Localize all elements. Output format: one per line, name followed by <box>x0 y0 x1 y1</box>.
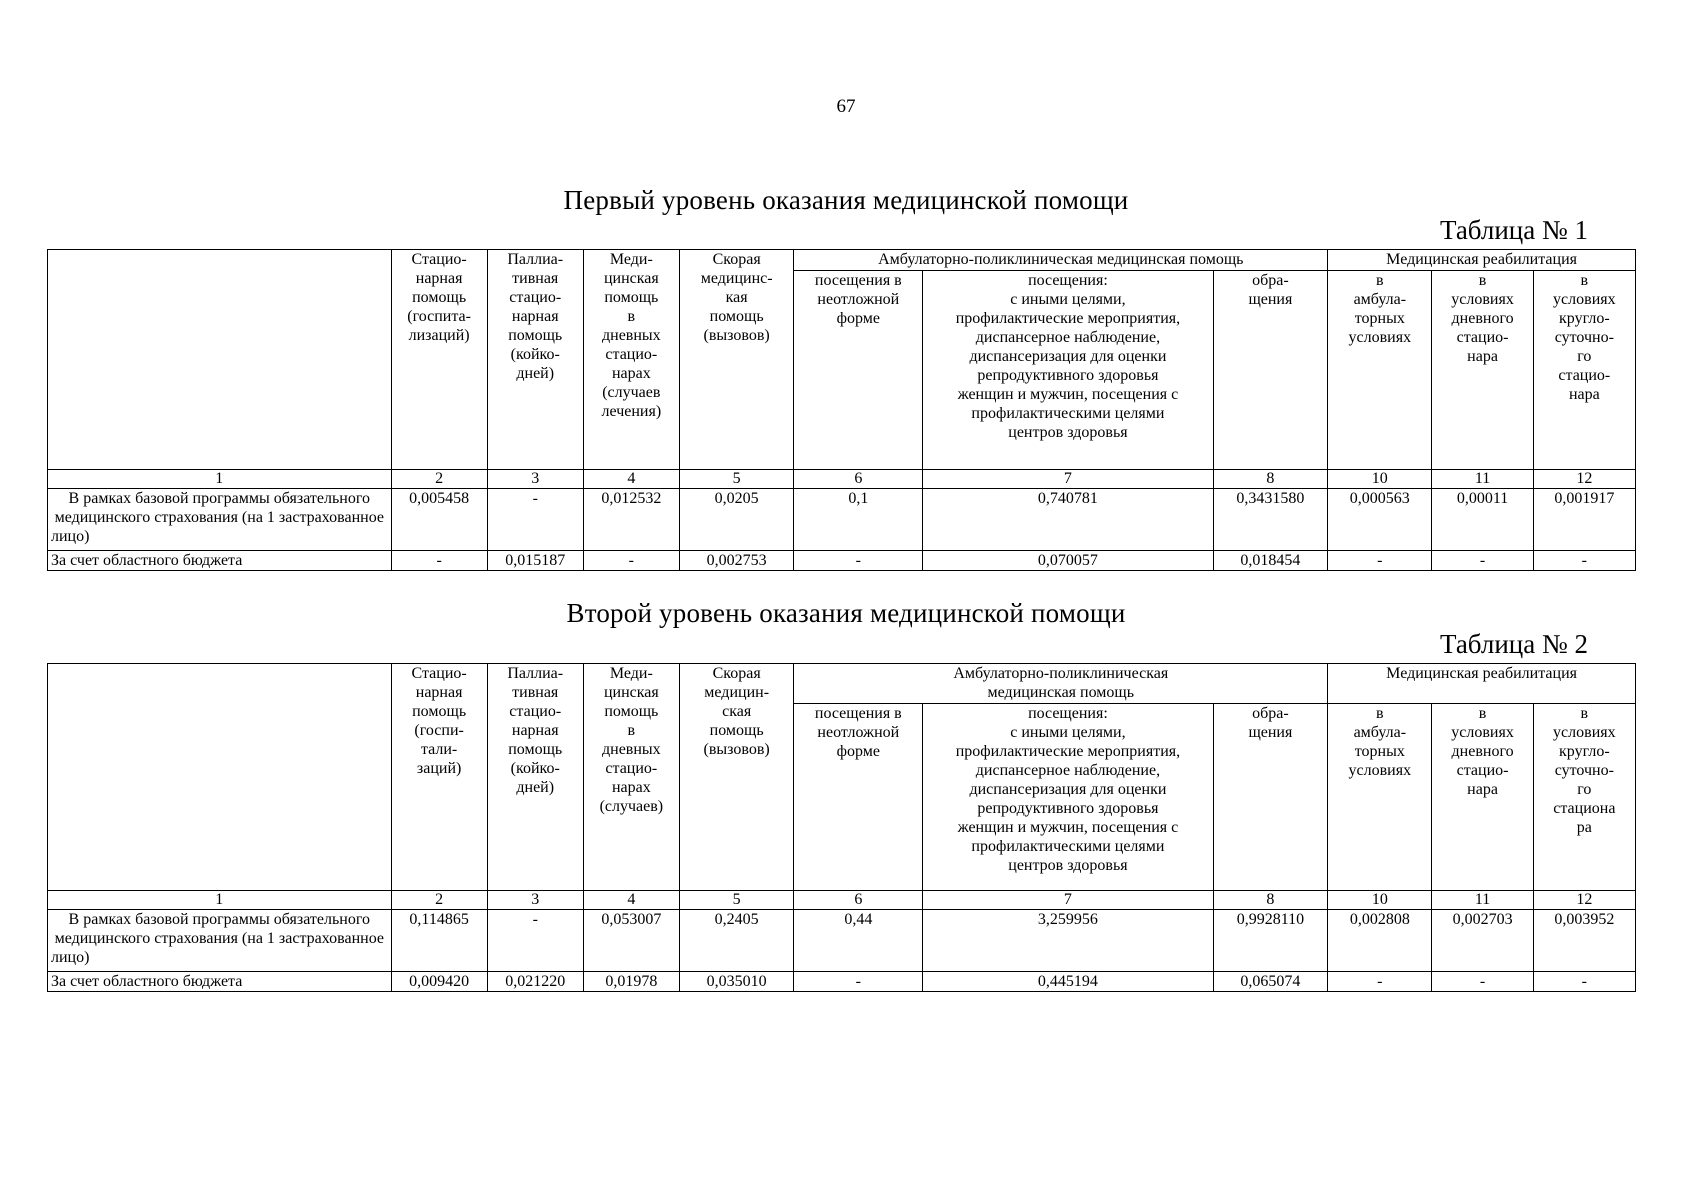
value-cell: 0,009420 <box>391 972 487 992</box>
table-row <box>48 489 1636 551</box>
column-number-cell: 8 <box>1213 470 1328 489</box>
value-cell: 0,002808 <box>1328 910 1432 972</box>
column-number-cell: 11 <box>1432 470 1533 489</box>
header-col3: Паллиа- тивная стацио- нарная помощь (койко- дней) <box>487 250 583 470</box>
column-number-cell: 2 <box>391 470 487 489</box>
value-cell: - <box>1432 972 1533 992</box>
column-number-row <box>48 891 1636 910</box>
header-col2: Стацио- нарная помощь (госпита- лизаций) <box>391 250 487 470</box>
row-label: За счет областного бюджета <box>48 972 392 992</box>
value-cell: 0,44 <box>794 910 923 972</box>
column-number-cell: 3 <box>487 891 583 910</box>
table-2-label: Таблица № 2 <box>1440 629 1588 659</box>
column-number-cell: 1 <box>48 470 392 489</box>
header-col11: в условиях дневного стацио- нара <box>1432 271 1533 470</box>
value-cell: - <box>1533 551 1635 571</box>
value-cell: 0,015187 <box>487 551 583 571</box>
value-cell: - <box>583 551 679 571</box>
header-col4: Меди- цинская помощь в дневных стацио- нарах (случаев) <box>583 664 679 891</box>
header-group-ambulatory: Амбулаторно-поликлиническая медицинская помощь <box>794 250 1328 271</box>
header-col3: Паллиа- тивная стацио- нарная помощь (койко- дней) <box>487 664 583 891</box>
header-col10: в амбула- торных условиях <box>1328 704 1432 891</box>
value-cell: - <box>1328 972 1432 992</box>
column-number-cell: 6 <box>794 891 923 910</box>
value-cell: 0,740781 <box>923 489 1213 551</box>
column-number-row <box>48 470 1636 489</box>
header-blank-cell <box>48 664 392 891</box>
header-col12: в условиях кругло- суточно- го стациона ра <box>1533 704 1635 891</box>
table-row <box>48 910 1636 972</box>
value-cell: - <box>391 551 487 571</box>
value-cell: 0,003952 <box>1533 910 1635 972</box>
row-label: За счет областного бюджета <box>48 551 392 571</box>
value-cell: 0,002703 <box>1432 910 1533 972</box>
column-number-cell: 12 <box>1533 891 1635 910</box>
table-1-title: Первый уровень оказания медицинской помощи <box>563 185 1129 215</box>
column-number-cell: 11 <box>1432 891 1533 910</box>
column-number-cell: 6 <box>794 470 923 489</box>
header-row-groups <box>48 250 1636 271</box>
row-label: В рамках базовой программы обязательного медицинского страхования (на 1 застрахованное лицо) <box>48 910 392 972</box>
column-number-cell: 10 <box>1328 470 1432 489</box>
header-row-groups <box>48 664 1636 704</box>
value-cell: 0,01978 <box>583 972 679 992</box>
header-col6: посещения в неотложной форме <box>794 271 923 470</box>
table-2-title: Второй уровень оказания медицинской помощи <box>566 598 1126 628</box>
header-blank-cell <box>48 250 392 470</box>
column-number-cell: 7 <box>923 891 1213 910</box>
header-col8: обра- щения <box>1213 704 1328 891</box>
value-cell: 0,053007 <box>583 910 679 972</box>
value-cell: 0,065074 <box>1213 972 1328 992</box>
table-2 <box>47 663 1636 992</box>
table-row <box>48 551 1636 571</box>
header-col8: обра- щения <box>1213 271 1328 470</box>
value-cell: 0,002753 <box>679 551 794 571</box>
header-col11: в условиях дневного стацио- нара <box>1432 704 1533 891</box>
column-number-cell: 10 <box>1328 891 1432 910</box>
header-col4: Меди- цинская помощь в дневных стацио- нарах (случаев лечения) <box>583 250 679 470</box>
header-col12: в условиях кругло- суточно- го стацио- нара <box>1533 271 1635 470</box>
page-number: 67 <box>836 96 856 117</box>
row-label: В рамках базовой программы обязательного медицинского страхования (на 1 застрахованное лицо) <box>48 489 392 551</box>
value-cell: - <box>794 551 923 571</box>
value-cell: 0,018454 <box>1213 551 1328 571</box>
header-group-rehab: Медицинская реабилитация <box>1328 664 1636 704</box>
value-cell: 0,1 <box>794 489 923 551</box>
value-cell: 0,114865 <box>391 910 487 972</box>
header-col5: Скорая медицин- ская помощь (вызовов) <box>679 664 794 891</box>
value-cell: - <box>487 910 583 972</box>
header-col7: посещения: с иными целями, профилактические мероприятия, диспансерное наблюдение, диспансеризация для оценки репродуктивного здоровья женщин и мужчин, посещения с профилактическими целями центров здоровья <box>923 271 1213 470</box>
value-cell: 0,021220 <box>487 972 583 992</box>
table-row <box>48 972 1636 992</box>
header-group-ambulatory: Амбулаторно-поликлиническая медицинская помощь <box>794 664 1328 704</box>
column-number-cell: 4 <box>583 470 679 489</box>
header-col10: в амбула- торных условиях <box>1328 271 1432 470</box>
table-1-label: Таблица № 1 <box>1440 215 1588 245</box>
value-cell: 0,3431580 <box>1213 489 1328 551</box>
column-number-cell: 5 <box>679 470 794 489</box>
value-cell: - <box>1328 551 1432 571</box>
header-col7: посещения: с иными целями, профилактические мероприятия, диспансерное наблюдение, диспансеризация для оценки репродуктивного здоровья женщин и мужчин, посещения с профилактическими целями центров здоровья <box>923 704 1213 891</box>
table-1 <box>47 249 1636 571</box>
column-number-cell: 12 <box>1533 470 1635 489</box>
column-number-cell: 5 <box>679 891 794 910</box>
value-cell: - <box>1533 972 1635 992</box>
value-cell: 0,000563 <box>1328 489 1432 551</box>
value-cell: - <box>794 972 923 992</box>
header-group-rehab: Медицинская реабилитация <box>1328 250 1636 271</box>
header-col5: Скорая медицинс- кая помощь (вызовов) <box>679 250 794 470</box>
value-cell: 0,00011 <box>1432 489 1533 551</box>
value-cell: 0,9928110 <box>1213 910 1328 972</box>
column-number-cell: 3 <box>487 470 583 489</box>
column-number-cell: 7 <box>923 470 1213 489</box>
value-cell: 0,2405 <box>679 910 794 972</box>
column-number-cell: 2 <box>391 891 487 910</box>
value-cell: 0,012532 <box>583 489 679 551</box>
value-cell: 0,001917 <box>1533 489 1635 551</box>
column-number-cell: 8 <box>1213 891 1328 910</box>
header-col2: Стацио- нарная помощь (госпи- тали- заций) <box>391 664 487 891</box>
column-number-cell: 1 <box>48 891 392 910</box>
column-number-cell: 4 <box>583 891 679 910</box>
value-cell: 0,070057 <box>923 551 1213 571</box>
value-cell: - <box>1432 551 1533 571</box>
value-cell: - <box>487 489 583 551</box>
value-cell: 0,445194 <box>923 972 1213 992</box>
value-cell: 0,035010 <box>679 972 794 992</box>
value-cell: 0,0205 <box>679 489 794 551</box>
header-col6: посещения в неотложной форме <box>794 704 923 891</box>
value-cell: 0,005458 <box>391 489 487 551</box>
value-cell: 3,259956 <box>923 910 1213 972</box>
